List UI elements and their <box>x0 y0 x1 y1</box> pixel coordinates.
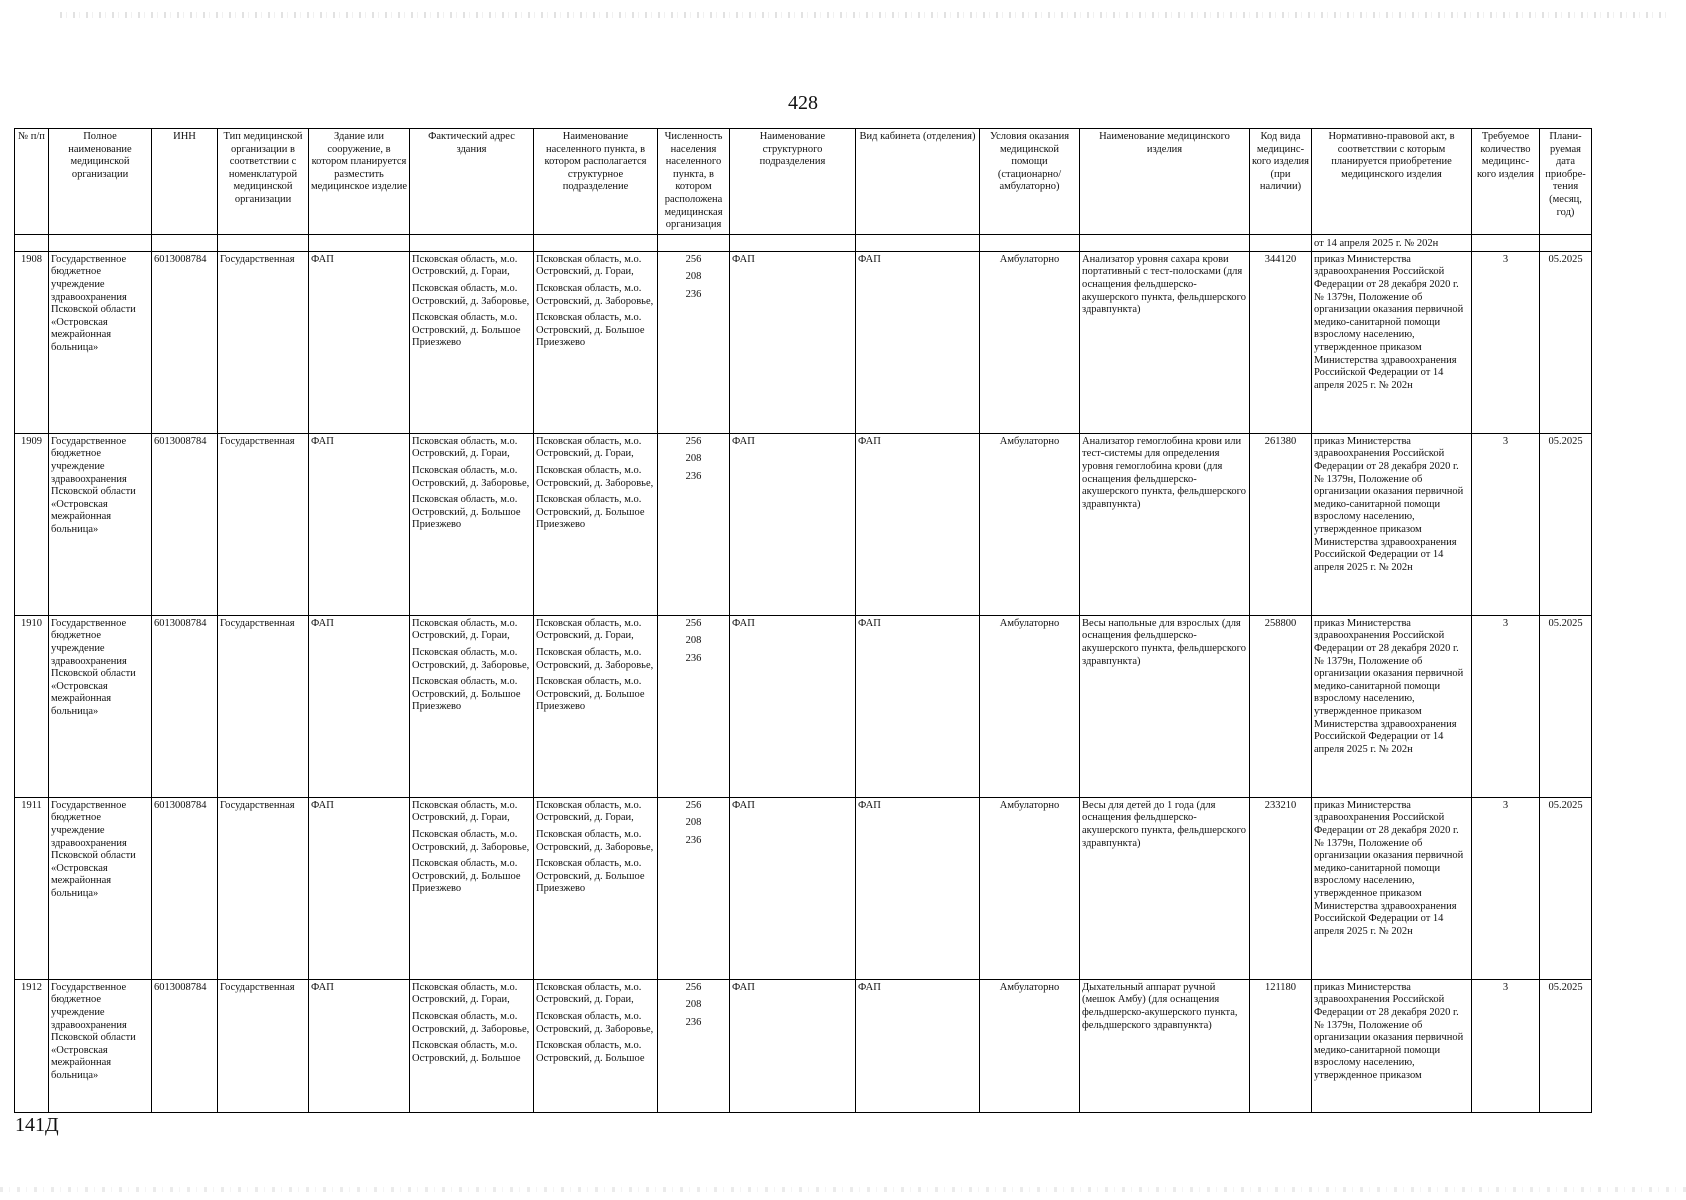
address-entry: Псковская область, м.о. Островский, д. Гораи, <box>412 617 518 642</box>
actual-address-cell <box>410 797 534 979</box>
inn-cell: 6013008784 <box>152 615 218 797</box>
address-entry: Псковская область, м.о. Островский, д. Заборовье, <box>412 646 530 671</box>
cabinet-type-cell: ФАП <box>856 979 980 1112</box>
quantity-cell: 3 <box>1472 797 1540 979</box>
settlement-entry: Псковская область, м.о. Островский, д. Заборовье, <box>536 464 654 489</box>
address-entry: Псковская область, м.о. Островский, д. Гораи, <box>412 435 518 460</box>
population-value: 236 <box>685 652 702 664</box>
population-value: 208 <box>685 817 702 829</box>
population-value: 256 <box>685 435 702 447</box>
building-cell: ФАП <box>309 797 410 979</box>
row-number-cell: 1910 <box>15 615 49 797</box>
population-value: 256 <box>685 617 702 629</box>
population-cell <box>658 433 730 615</box>
header-cell: № п/п <box>15 129 49 235</box>
header-cell: Плани-руемая дата приобре-тения (месяц, год) <box>1540 129 1592 235</box>
actual-address-cell <box>410 615 534 797</box>
purchase-date-cell: 05.2025 <box>1540 615 1592 797</box>
structural-unit-cell: ФАП <box>730 979 856 1112</box>
address-entry: Псковская область, м.о. Островский, д. Гораи, <box>412 981 518 1006</box>
device-code-cell: 121180 <box>1250 979 1312 1112</box>
purchase-date-cell: 05.2025 <box>1540 797 1592 979</box>
organization-type-cell: Государственная <box>218 615 309 797</box>
device-registry-table <box>14 128 1592 1113</box>
header-row <box>15 129 1592 235</box>
page-number: 428 <box>788 92 818 114</box>
inn-cell: 6013008784 <box>152 797 218 979</box>
building-cell: ФАП <box>309 433 410 615</box>
cabinet-type-cell: ФАП <box>856 251 980 433</box>
device-code-cell: 258800 <box>1250 615 1312 797</box>
settlement-entry: Псковская область, м.о. Островский, д. Большое Приезжево <box>536 494 645 531</box>
header-cell: Вид кабинета (отделения) <box>856 129 980 235</box>
population-cell <box>658 615 730 797</box>
header-cell: Фактический адрес здания <box>410 129 534 235</box>
purchase-date-cell: 05.2025 <box>1540 979 1592 1112</box>
population-value: 208 <box>685 999 702 1011</box>
header-cell: Наименование населенного пункта, в котором располагается структурное подразделение <box>534 129 658 235</box>
organization-name-cell: Государственное бюджетное учреждение здравоохранения Псковской области «Островская межрайонная больница» <box>49 797 152 979</box>
inn-cell: 6013008784 <box>152 251 218 433</box>
settlement-entry: Псковская область, м.о. Островский, д. Заборовье, <box>536 1010 654 1035</box>
organization-name-cell: Государственное бюджетное учреждение здравоохранения Псковской области «Островская межрайонная больница» <box>49 979 152 1112</box>
quantity-cell: 3 <box>1472 979 1540 1112</box>
population-value: 236 <box>685 1016 702 1028</box>
settlement-cell <box>534 251 658 433</box>
actual-address-cell <box>410 979 534 1112</box>
organization-type-cell: Государственная <box>218 433 309 615</box>
quantity-cell: 3 <box>1472 433 1540 615</box>
actual-address-cell <box>410 251 534 433</box>
address-entry: Псковская область, м.о. Островский, д. Большое <box>412 1040 521 1064</box>
carryover-row <box>15 234 1592 251</box>
population-cell <box>658 797 730 979</box>
address-entry: Псковская область, м.о. Островский, д. Большое Приезжево <box>412 676 521 713</box>
address-entry: Псковская область, м.о. Островский, д. Заборовье, <box>412 1010 530 1035</box>
population-value: 256 <box>685 799 702 811</box>
population-value: 236 <box>685 288 702 300</box>
row-number-cell: 1911 <box>15 797 49 979</box>
settlement-entry: Псковская область, м.о. Островский, д. Большое <box>536 1040 645 1064</box>
table-row <box>15 797 1592 979</box>
legal-act-cell: приказ Министерства здравоохранения Российской Федерации от 28 декабря 2020 г. № 1379н, Положение об организации оказания первичной медико-санитарной помощи взрослому населению, утвержденное приказом Министерства здравоохранения Российской Федерации от 14 апреля 2025 г. № 202н <box>1312 251 1472 433</box>
quantity-cell: 3 <box>1472 615 1540 797</box>
header-cell: Требуемое количество медицинс-кого изделия <box>1472 129 1540 235</box>
settlement-entry: Псковская область, м.о. Островский, д. Заборовье, <box>536 828 654 853</box>
settlement-cell <box>534 433 658 615</box>
settlement-entry: Псковская область, м.о. Островский, д. Большое Приезжево <box>536 858 645 895</box>
care-conditions-cell: Амбулаторно <box>980 251 1080 433</box>
settlement-entry: Псковская область, м.о. Островский, д. Гораи, <box>536 617 642 642</box>
cabinet-type-cell: ФАП <box>856 433 980 615</box>
carryover-act-text: от 14 апреля 2025 г. № 202н <box>1312 234 1472 251</box>
cabinet-type-cell: ФАП <box>856 615 980 797</box>
inn-cell: 6013008784 <box>152 433 218 615</box>
population-value: 256 <box>685 981 702 993</box>
inn-cell: 6013008784 <box>152 979 218 1112</box>
population-value: 236 <box>685 470 702 482</box>
population-value: 256 <box>685 253 702 265</box>
actual-address-cell <box>410 433 534 615</box>
header-cell: Тип медицинской организации в соответствии с номенклатурой медицинской организации <box>218 129 309 235</box>
row-number-cell: 1908 <box>15 251 49 433</box>
legal-act-cell: приказ Министерства здравоохранения Российской Федерации от 28 декабря 2020 г. № 1379н, Положение об организации оказания первичной медико-санитарной помощи взрослому населению, утвержденное приказом Министерства здравоохранения Российской Федерации от 14 апреля 2025 г. № 202н <box>1312 797 1472 979</box>
settlement-entry: Псковская область, м.о. Островский, д. Гораи, <box>536 799 642 824</box>
medical-device-cell: Весы для детей до 1 года (для оснащения фельдшерско-акушерского пункта, фельдшерского здравпункта) <box>1080 797 1250 979</box>
settlement-entry: Псковская область, м.о. Островский, д. Заборовье, <box>536 646 654 671</box>
document-code: 141Д <box>15 1114 59 1136</box>
settlement-entry: Псковская область, м.о. Островский, д. Большое Приезжево <box>536 676 645 713</box>
building-cell: ФАП <box>309 251 410 433</box>
device-code-cell: 233210 <box>1250 797 1312 979</box>
header-cell: Численность населения населенного пункта, в котором расположена медицинская организация <box>658 129 730 235</box>
settlement-entry: Псковская область, м.о. Островский, д. Большое Приезжево <box>536 312 645 349</box>
settlement-entry: Псковская область, м.о. Островский, д. Гораи, <box>536 435 642 460</box>
building-cell: ФАП <box>309 615 410 797</box>
scan-noise-top <box>60 12 1670 18</box>
address-entry: Псковская область, м.о. Островский, д. Гораи, <box>412 253 518 278</box>
scan-noise-bottom <box>0 1187 1686 1192</box>
care-conditions-cell: Амбулаторно <box>980 615 1080 797</box>
settlement-cell <box>534 615 658 797</box>
header-cell: Наименование структурного подразделения <box>730 129 856 235</box>
organization-type-cell: Государственная <box>218 251 309 433</box>
table-row <box>15 433 1592 615</box>
quantity-cell: 3 <box>1472 251 1540 433</box>
population-value: 208 <box>685 453 702 465</box>
organization-name-cell: Государственное бюджетное учреждение здравоохранения Псковской области «Островская межрайонная больница» <box>49 433 152 615</box>
address-entry: Псковская область, м.о. Островский, д. Большое Приезжево <box>412 858 521 895</box>
address-entry: Псковская область, м.о. Островский, д. Большое Приезжево <box>412 494 521 531</box>
header-cell: Наименование медицинского изделия <box>1080 129 1250 235</box>
settlement-cell <box>534 797 658 979</box>
legal-act-cell: приказ Министерства здравоохранения Российской Федерации от 28 декабря 2020 г. № 1379н, Положение об организации оказания первичной медико-санитарной помощи взрослому населению, утвержденное приказом Министерства здравоохранения Российской Федерации от 14 апреля 2025 г. № 202н <box>1312 615 1472 797</box>
medical-device-cell: Анализатор гемоглобина крови или тест-системы для определения уровня гемоглобина крови (для оснащения фельдшерско-акушерского пункта, фельдшерского здравпункта) <box>1080 433 1250 615</box>
header-cell: Код вида медицинс-кого изделия (при наличии) <box>1250 129 1312 235</box>
medical-device-cell: Весы напольные для взрослых (для оснащения фельдшерско-акушерского пункта, фельдшерского здравпункта) <box>1080 615 1250 797</box>
building-cell: ФАП <box>309 979 410 1112</box>
population-cell <box>658 979 730 1112</box>
medical-device-cell: Дыхательный аппарат ручной (мешок Амбу) (для оснащения фельдшерско-акушерского пункта, фельдшерского здравпункта) <box>1080 979 1250 1112</box>
settlement-entry: Псковская область, м.о. Островский, д. Гораи, <box>536 253 642 278</box>
header-cell: Здание или сооружение, в котором планируется разместить медицинское изделие <box>309 129 410 235</box>
settlement-entry: Псковская область, м.о. Островский, д. Заборовье, <box>536 282 654 307</box>
legal-act-cell: приказ Министерства здравоохранения Российской Федерации от 28 декабря 2020 г. № 1379н, Положение об организации оказания первичной медико-санитарной помощи взрослому населению, утвержденное приказом <box>1312 979 1472 1112</box>
header-cell: Полное наименование медицинской организации <box>49 129 152 235</box>
organization-type-cell: Государственная <box>218 979 309 1112</box>
population-value: 208 <box>685 271 702 283</box>
care-conditions-cell: Амбулаторно <box>980 979 1080 1112</box>
medical-device-cell: Анализатор уровня сахара крови портативный с тест-полосками (для оснащения фельдшерско-акушерского пункта, фельдшерского здравпункта) <box>1080 251 1250 433</box>
care-conditions-cell: Амбулаторно <box>980 433 1080 615</box>
structural-unit-cell: ФАП <box>730 433 856 615</box>
header-cell: ИНН <box>152 129 218 235</box>
address-entry: Псковская область, м.о. Островский, д. Заборовье, <box>412 828 530 853</box>
structural-unit-cell: ФАП <box>730 251 856 433</box>
table-row <box>15 615 1592 797</box>
purchase-date-cell: 05.2025 <box>1540 251 1592 433</box>
organization-name-cell: Государственное бюджетное учреждение здравоохранения Псковской области «Островская межрайонная больница» <box>49 615 152 797</box>
settlement-entry: Псковская область, м.о. Островский, д. Гораи, <box>536 981 642 1006</box>
structural-unit-cell: ФАП <box>730 615 856 797</box>
cabinet-type-cell: ФАП <box>856 797 980 979</box>
organization-type-cell: Государственная <box>218 797 309 979</box>
population-value: 208 <box>685 635 702 647</box>
purchase-date-cell: 05.2025 <box>1540 433 1592 615</box>
table-row <box>15 979 1592 1112</box>
row-number-cell: 1912 <box>15 979 49 1112</box>
care-conditions-cell: Амбулаторно <box>980 797 1080 979</box>
device-code-cell: 344120 <box>1250 251 1312 433</box>
legal-act-cell: приказ Министерства здравоохранения Российской Федерации от 28 декабря 2020 г. № 1379н, Положение об организации оказания первичной медико-санитарной помощи взрослому населению, утвержденное приказом Министерства здравоохранения Российской Федерации от 14 апреля 2025 г. № 202н <box>1312 433 1472 615</box>
header-cell: Нормативно-правовой акт, в соответствии с которым планируется приобретение медицинского изделия <box>1312 129 1472 235</box>
address-entry: Псковская область, м.о. Островский, д. Большое Приезжево <box>412 312 521 349</box>
address-entry: Псковская область, м.о. Островский, д. Гораи, <box>412 799 518 824</box>
row-number-cell: 1909 <box>15 433 49 615</box>
header-cell: Условия оказания медицинской помощи (стационарно/ амбулаторно) <box>980 129 1080 235</box>
table-row <box>15 251 1592 433</box>
organization-name-cell: Государственное бюджетное учреждение здравоохранения Псковской области «Островская межрайонная больница» <box>49 251 152 433</box>
population-cell <box>658 251 730 433</box>
population-value: 236 <box>685 834 702 846</box>
structural-unit-cell: ФАП <box>730 797 856 979</box>
device-code-cell: 261380 <box>1250 433 1312 615</box>
address-entry: Псковская область, м.о. Островский, д. Заборовье, <box>412 464 530 489</box>
address-entry: Псковская область, м.о. Островский, д. Заборовье, <box>412 282 530 307</box>
settlement-cell <box>534 979 658 1112</box>
